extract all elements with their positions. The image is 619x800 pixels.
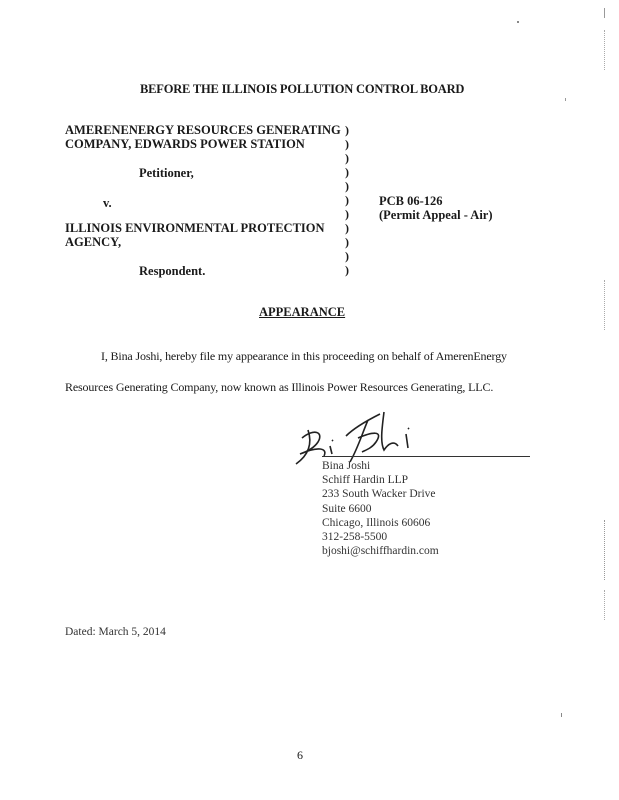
caption-paren: ) [345, 151, 349, 165]
signer-email: bjoshi@schiffhardin.com [322, 545, 439, 558]
caption-paren: ) [345, 179, 349, 193]
case-number: PCB 06-126 [379, 194, 443, 208]
signer-phone: 312-258-5500 [322, 531, 388, 544]
page-number: 6 [297, 748, 303, 762]
respondent-role: Respondent. [139, 264, 206, 278]
signature-block [322, 459, 439, 558]
caption-paren: ) [345, 123, 349, 137]
caption-paren: ) [345, 249, 349, 263]
petitioner-name-line2: COMPANY, EDWARDS POWER STATION [65, 137, 305, 151]
signer-city: Chicago, Illinois 60606 [322, 516, 431, 529]
petitioner-role: Petitioner, [139, 166, 194, 180]
signer-street: 233 South Wacker Drive [322, 488, 436, 501]
caption-paren: ) [345, 207, 349, 221]
dated-line: Dated: March 5, 2014 [65, 626, 166, 638]
petitioner-name-line1: AMERENENERGY RESOURCES GENERATING [65, 123, 341, 137]
respondent-name-line2: AGENCY, [65, 235, 122, 249]
caption-paren: ) [345, 235, 349, 249]
body-line-2: Resources Generating Company, now known as Illinois Power Resources Generating, LLC. [65, 380, 494, 394]
document-title: APPEARANCE [259, 305, 346, 319]
signer-name: Bina Joshi [322, 460, 371, 472]
board-heading: BEFORE THE ILLINOIS POLLUTION CONTROL BOARD [140, 82, 465, 96]
body-line-1: I, Bina Joshi, hereby file my appearance in this proceeding on behalf of AmerenEnergy [101, 349, 507, 363]
caption-paren: ) [345, 165, 349, 179]
signature-line [322, 456, 530, 457]
case-type: (Permit Appeal - Air) [379, 208, 493, 222]
caption-paren: ) [345, 193, 349, 207]
caption-paren: ) [345, 263, 349, 277]
signer-firm: Schiff Hardin LLP [322, 474, 409, 487]
signer-suite: Suite 6600 [322, 502, 372, 515]
caption-paren: ) [345, 137, 349, 151]
caption-paren: ) [345, 221, 349, 235]
respondent-name-line1: ILLINOIS ENVIRONMENTAL PROTECTION [65, 221, 325, 235]
versus-label: v. [103, 196, 112, 210]
